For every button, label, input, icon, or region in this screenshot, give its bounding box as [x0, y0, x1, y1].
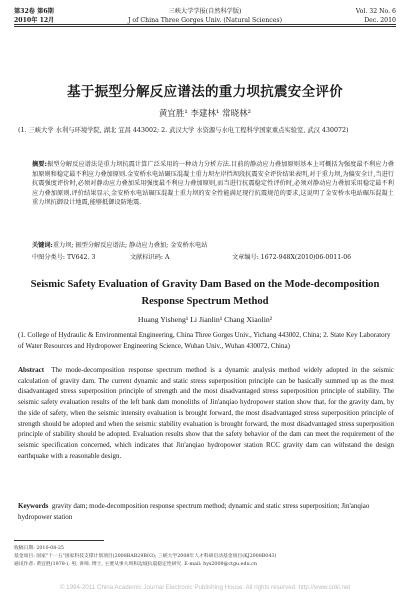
article-number: 文章编号: 1672-948X(2010)06-0011-06	[232, 254, 352, 261]
footnote-fund: 基金项目: 国家"十一五"国家科技支撑计划项目(2008BAB29B03); 三峡大学2008年人才科研启动基金项目(KJ2008B043)	[14, 554, 277, 559]
copyright-watermark: © 1994-2011 China Academic Journal Electronic Publishing House. All rights reserved. http://www.cnki.net	[59, 584, 351, 591]
footnote-author: 通讯作者: 黄宜胜(1978-), 男, 讲师, 博士, 主要从事大坝和边坡抗震稳定性研究. E-mail: hys2009@ctgu.edu.cn	[14, 562, 257, 567]
header-rule-thin	[14, 26, 396, 27]
volume-en: Vol. 32 No. 6	[355, 8, 396, 15]
title-en-line-1: Seismic Safety Evaluation of Gravity Dam Based on the Mode-decomposition	[30, 279, 380, 290]
date-cn: 2010年 12月	[14, 16, 55, 24]
header-right	[356, 8, 396, 25]
footnote-received: 收稿日期: 2010-08-25	[14, 546, 64, 551]
title-en	[10, 276, 400, 310]
title-cn: 基于振型分解反应谱法的重力坝抗震安全评价	[67, 84, 343, 100]
document-code: 文献标识码: A	[130, 254, 170, 261]
header-rule-thick	[14, 24, 396, 25]
abstract-cn-text: 振型分解反应谱法是重力坝抗震计算广泛采用的一种动力分析方法.目前的静动应力叠加原则基本上可概括为强度最不利应力叠加原则和稳定最不利应力叠加原则.金安桥水电站碾压混凝土重力坝左岸挡坝段抗震安全评价结果表明,对于重力坝,为偏安全计,当进行抗震强度评价时,必须对静动应力叠加采用强度最不利应力叠加原则,而当进行抗震稳定性评价时,必须对静动应力叠加采用稳定最不利应力叠加原则.评价结果显示,金安桥水电站碾压混凝土重力坝的安全性能满足现行抗震规范的要求,这说明了金安桥水电站碾压混凝土重力坝抗御设计地震,能够抵御设防地震.	[32, 161, 394, 206]
volume-cn: 第32卷 第6期	[14, 8, 54, 15]
journal-en: J of China Three Gorges Univ. (Natural Sciences)	[127, 16, 283, 24]
abstract-en-label: Abstract	[18, 366, 45, 374]
abstract-en-text: The mode-decomposition response spectrum method is a dynamic analysis method widely adopted in the seismic calculation of gravity dam. The current dynamic and static stress superposition principle can be basically summed up as the most disadvantaged stress superposition principle of strength and the most disadvantaged stress superposition principle of stability. The seismic safety evaluation results of the left bank dam monoliths of Jin'anqiao hydropower station show that, for the gravity dam, by the side of safety, when the seismic intensity evaluation is brought forward, the most disadvantaged stress superposition principle of strength should be adopted and when the seismic stability evaluation is brought forward, the most disadvantaged stress superposition principle of stability should be adopted. Evaluation results show that the safety behavior of the dam can meet the requirement of the seismic specification concerned, which indicates that Jin'anqiao hydropower station RCC gravity dam can withstand the design earthquake with a reasonable design.	[18, 366, 395, 460]
footnote	[14, 545, 396, 569]
keywords-en-label: Keywords	[18, 502, 49, 510]
header-center	[14, 8, 396, 25]
authors-cn: 黄宜胜¹ 李建林¹ 常晓林²	[158, 109, 252, 119]
keywords-en	[18, 501, 394, 522]
date-en: Dec. 2010	[364, 16, 396, 24]
affiliations-en: (1. College of Hydraulic & Environmental Engineering, China Three Gorges Univ., Yichang 443002, China; 2. State Key Laboratory of Water Resources and Hydropower Engineering Science, Wuhan Univ., Wuhan 430072, China)	[18, 331, 391, 350]
footnote-rule	[14, 540, 104, 541]
title-en-line-2: Response Spectrum Method	[141, 296, 269, 307]
abstract-cn	[32, 160, 394, 208]
clc-number: 中图分类号: TV642. 3	[32, 254, 96, 261]
abstract-en	[18, 365, 394, 461]
keywords-cn	[32, 240, 394, 249]
journal-cn: 三峡大学学报(自然科学版)	[168, 8, 242, 15]
authors-en: Huang Yisheng¹ Li Jianlin¹ Chang Xiaolin²	[137, 315, 273, 324]
abstract-cn-label: 摘要:	[32, 161, 48, 168]
keywords-cn-text: 重力坝; 振型分解反应谱法; 静动应力叠加; 金安桥水电站	[52, 242, 208, 249]
affiliations-cn: (1. 三峡大学 水利与环境学院, 湖北 宜昌 443002; 2. 武汉大学 水资源与水电工程科学国家重点实验室, 武汉 430072)	[18, 127, 349, 134]
keywords-en-text: gravity dam; mode-decomposition response spectrum method; dynamic and static stress superposition; Jin'anqiao hydropower station	[18, 502, 370, 521]
keywords-cn-label: 关键词:	[32, 242, 53, 249]
